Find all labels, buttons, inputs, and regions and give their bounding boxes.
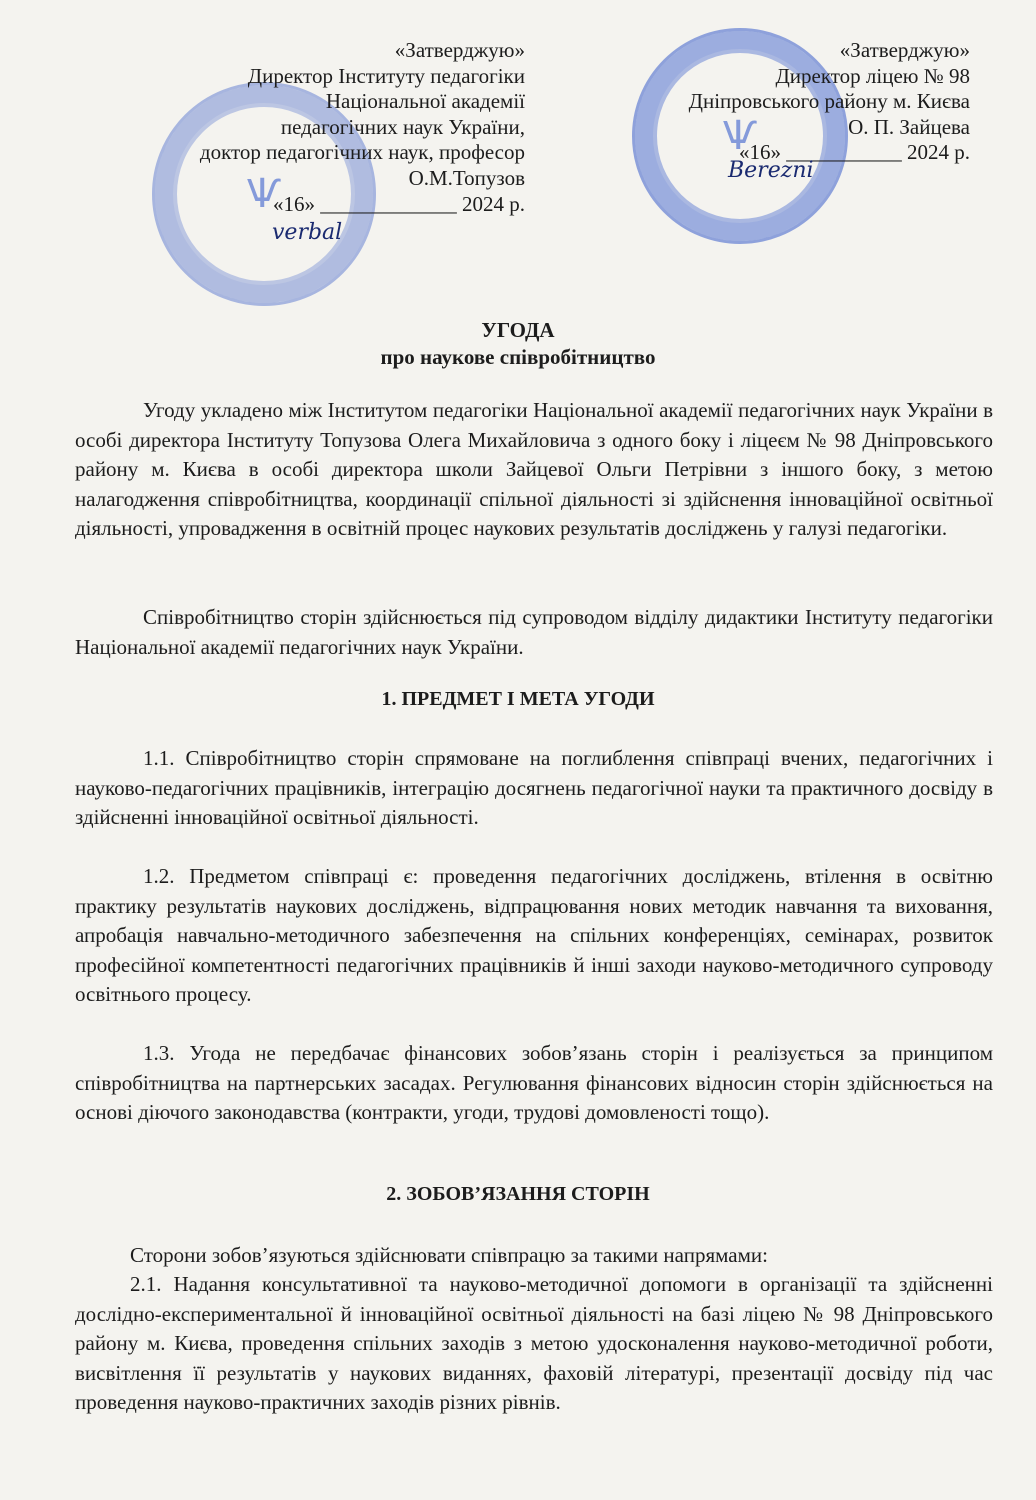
- approval-block-right: [575, 38, 970, 166]
- section-2-intro: [75, 1241, 993, 1271]
- approval-line: Дніпровського району м. Києва: [688, 89, 970, 114]
- intro-paragraph-2: [75, 603, 993, 662]
- approval-line: педагогічних наук України,: [280, 114, 525, 139]
- intro-paragraph: [75, 396, 993, 544]
- clause-text: 2.1. Надання консультативної та науково-методичної допомоги в організації та здійсненні дослідно-експериментальної й інноваційної освітньої діяльності на базі ліцею № 98 Дніпровського району м. Києва, проведення спільних заходів з метою удосконалення науково-методичної роботи, висвітлення її результатів у наукових виданнях, фаховій літературі, презентації досвіду під час проведення науково-практичних заходів різних рівнів.: [75, 1272, 993, 1414]
- approval-date: «16» ___________ 2024 р.: [739, 140, 970, 165]
- approval-heading: «Затверджую»: [839, 38, 970, 62]
- intro-text: Співробітництво сторін здійснюється під супроводом відділу дидактики Інституту педагогіки Національної академії педагогічних наук України.: [75, 605, 993, 659]
- clause-text: 1.1. Співробітництво сторін спрямоване на поглиблення співпраці вчених, педагогічних і науково-педагогічних працівників, інтеграцію досягнень педагогічної науки та практичного досвіду в здійсненні інноваційної освітньої діяльності.: [75, 746, 993, 829]
- approval-line: доктор педагогічних наук, професор: [199, 140, 525, 165]
- signature-left: verbal: [272, 220, 343, 245]
- clause-2-1: [75, 1270, 993, 1418]
- clause-text: 1.3. Угода не передбачає фінансових зобов’язань сторін і реалізується за принципом співробітництва на партнерських засадах. Регулювання фінансових відносин сторін здійснюється на основі діючого законодавства (контракти, угоди, трудові домовленості тощо).: [75, 1041, 993, 1124]
- clause-text: 1.2. Предметом співпраці є: проведення педагогічних досліджень, втілення в освітню практику результатів наукових досліджень, відпрацювання нових методик навчання та виховання, апробація навчально-методичного забезпечення на спільних конференціях, семінарах, розвиток професійної компетентності педагогічних працівників й інші заходи науково-методичного супроводу освітнього процесу.: [75, 864, 993, 1006]
- approver-name: О.М.Топузов: [408, 165, 525, 190]
- approval-date: «16» _____________ 2024 р.: [273, 191, 525, 216]
- clause-text: Сторони зобов’язуються здійснювати співпрацю за такими напрямами:: [130, 1243, 768, 1267]
- approver-name: О. П. Зайцева: [848, 114, 970, 139]
- document-title: УГОДА: [481, 318, 555, 342]
- document-subtitle: про наукове співробітництво: [380, 345, 656, 369]
- clause-1-1: [75, 744, 993, 833]
- signature-right: Berezni: [728, 158, 814, 183]
- clause-1-3: [75, 1039, 993, 1128]
- approval-heading: «Затверджую»: [394, 38, 525, 62]
- section-2-heading: 2. ЗОБОВ’ЯЗАННЯ СТОРІН: [386, 1183, 650, 1205]
- section-1-heading: 1. ПРЕДМЕТ І МЕТА УГОДИ: [381, 688, 655, 710]
- coat-of-arms-icon: Ѱ: [246, 171, 282, 217]
- coat-of-arms-icon: Ѱ: [722, 113, 758, 159]
- intro-text: Угоду укладено між Інститутом педагогіки Національної академії педагогічних наук України в особі директора Інституту Топузова Олега Михайловича з одного боку і ліцеєм № 98 Дніпровського району м. Києва в особі директора школи Зайцевої Ольги Петрівни з іншого боку, з метою налагодження співробітництва, координації спільної діяльності зі здійснення інноваційної освітньої діяльності, упровадження в освітній процес наукових результатів досліджень у галузі педагогіки.: [75, 398, 993, 540]
- approval-line: Директор ліцею № 98: [775, 63, 970, 88]
- approval-block-left: [120, 38, 525, 217]
- approval-line: Національної академії: [325, 89, 525, 114]
- clause-1-2: [75, 862, 993, 1010]
- approval-line: Директор Інституту педагогіки: [247, 63, 525, 88]
